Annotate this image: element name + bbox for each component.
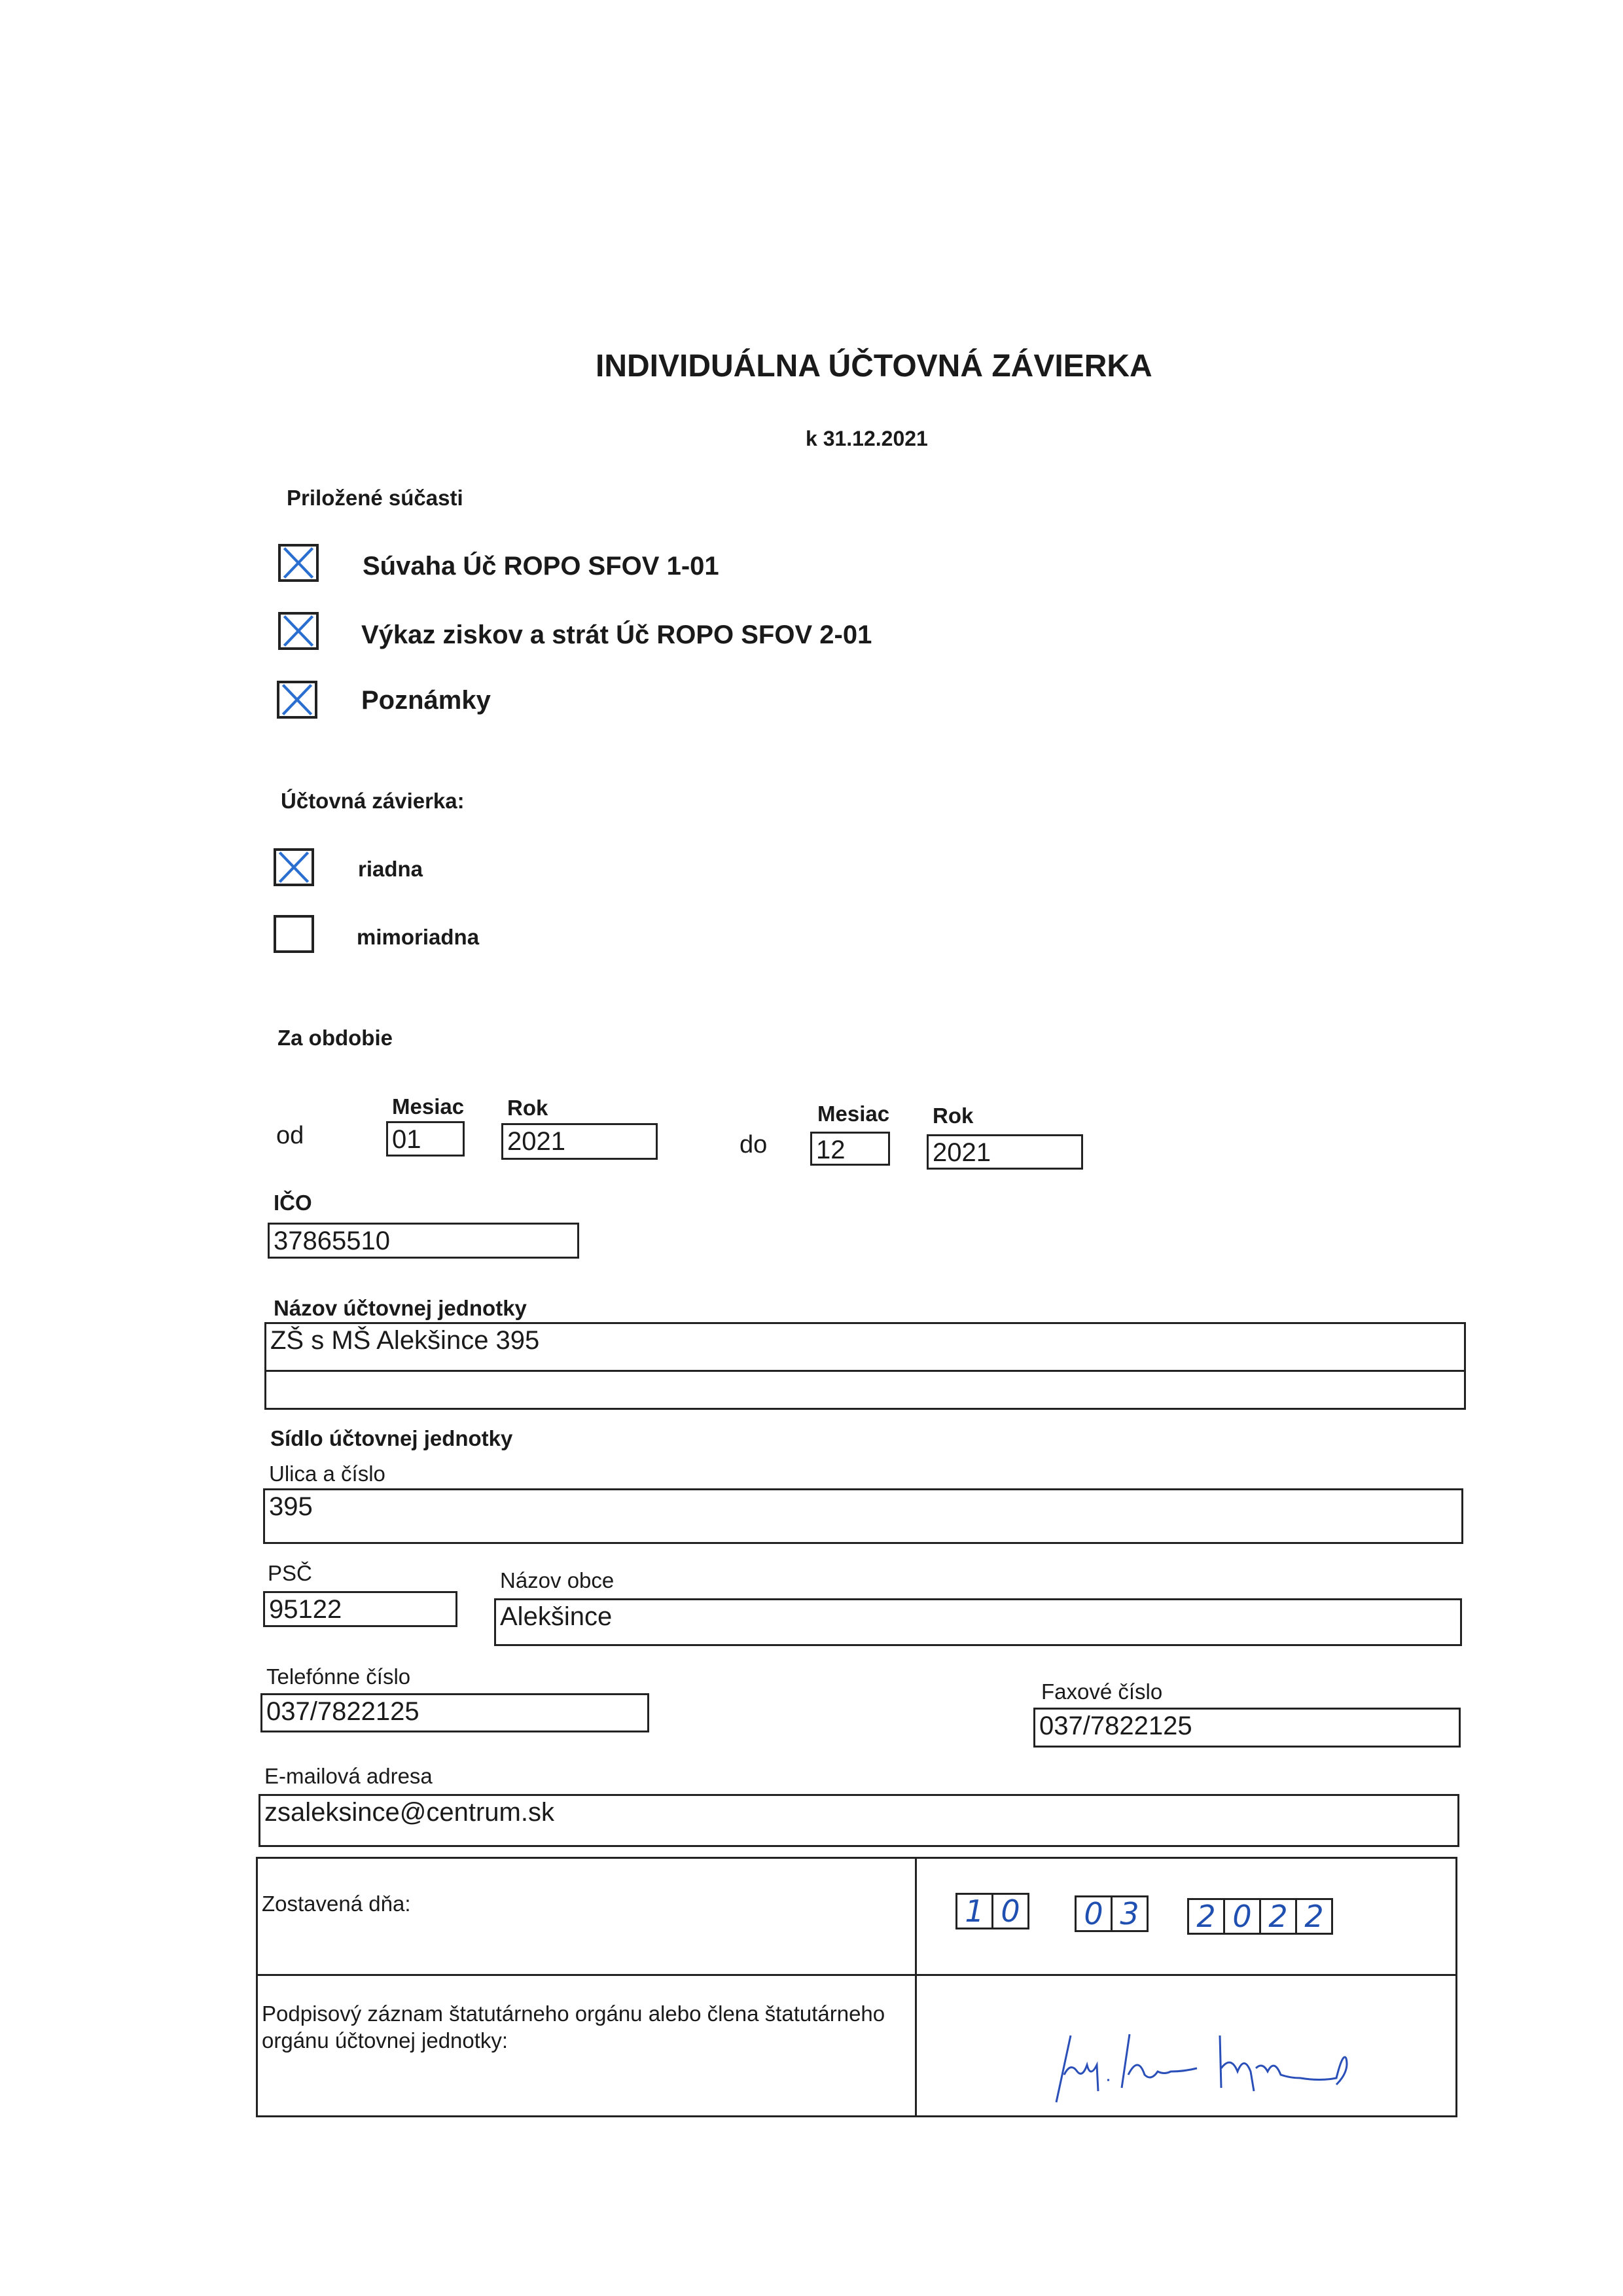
city-field[interactable]: Alekšince [494,1598,1462,1646]
email-field[interactable]: zsaleksince@centrum.sk [259,1794,1459,1847]
date-year-field[interactable] [1187,1898,1333,1935]
table-divider [915,1859,917,2115]
fax-label: Faxové číslo [1041,1679,1163,1704]
attachment-label: Súvaha Úč ROPO SFOV 1-01 [363,552,719,581]
attachments-heading: Priložené súčasti [287,486,463,510]
digit: 3 [1120,1896,1139,1931]
closing-type-heading: Účtovná závierka: [281,789,465,813]
signature-image [1030,2029,1436,2108]
attachment-checkbox-profit-loss[interactable] [278,612,319,650]
digit: 0 [1225,1900,1261,1933]
phone-label: Telefónne číslo [266,1664,411,1689]
digit: 2 [1189,1900,1225,1933]
date-day-field[interactable] [955,1893,1029,1929]
ico-field[interactable]: 37865510 [268,1223,579,1259]
from-month-field[interactable]: 01 [386,1121,465,1157]
check-x-icon [279,683,315,716]
fax-field[interactable]: 037/7822125 [1033,1708,1461,1748]
to-year-label: Rok [933,1103,974,1128]
digit: 1 [957,1895,993,1928]
ico-label: IČO [274,1191,312,1215]
city-label: Názov obce [500,1568,615,1592]
table-divider [258,1974,1455,1976]
phone-field[interactable]: 037/7822125 [260,1693,649,1732]
street-label: Ulica a číslo [269,1462,385,1486]
entity-name-value: ZŠ s MŠ Alekšince 395 [270,1326,540,1355]
document-title: INDIVIDUÁLNA ÚČTOVNÁ ZÁVIERKA [596,349,1152,384]
closing-type-checkbox-regular[interactable] [274,848,314,886]
from-month-label: Mesiac [392,1094,465,1119]
entity-name-label: Názov účtovnej jednotky [274,1296,527,1320]
to-month-label: Mesiac [817,1102,890,1126]
psc-field[interactable]: 95122 [263,1591,457,1627]
entity-name-field[interactable] [264,1322,1466,1410]
closing-type-label: riadna [358,857,423,881]
to-year-field[interactable]: 2021 [927,1134,1083,1170]
check-x-icon [281,547,316,579]
to-month-field[interactable]: 12 [810,1132,890,1166]
check-x-icon [276,851,312,884]
date-month-field[interactable] [1075,1895,1149,1932]
digit: 0 [1001,1893,1020,1929]
street-field[interactable]: 395 [263,1488,1463,1544]
attachment-label: Poznámky [361,686,491,715]
seat-heading: Sídlo účtovnej jednotky [270,1426,513,1450]
psc-label: PSČ [268,1561,312,1585]
attachment-checkbox-balance[interactable] [278,544,319,582]
email-label: E-mailová adresa [264,1764,433,1788]
digit: 2 [1261,1900,1297,1933]
signature-label: Podpisový záznam štatutárneho orgánu alebo člena štatutárneho orgánu účtovnej jednotky: [262,2001,885,2053]
from-year-label: Rok [507,1096,548,1120]
as-of-date: k 31.12.2021 [806,427,928,450]
from-year-field[interactable]: 2021 [501,1123,658,1160]
closing-type-checkbox-extraordinary[interactable] [274,915,314,953]
closing-type-label: mimoriadna [357,925,480,949]
check-x-icon [281,615,316,647]
field-divider [266,1370,1464,1372]
to-label: do [740,1131,768,1158]
date-label: Zostavená dňa: [262,1892,411,1916]
period-heading: Za obdobie [277,1026,393,1050]
attachment-label: Výkaz ziskov a strát Úč ROPO SFOV 2-01 [361,620,872,649]
attachment-checkbox-notes[interactable] [277,681,317,719]
from-label: od [276,1122,304,1149]
digit: 0 [1077,1897,1113,1930]
digit: 2 [1304,1899,1324,1934]
signoff-table [256,1857,1457,2117]
